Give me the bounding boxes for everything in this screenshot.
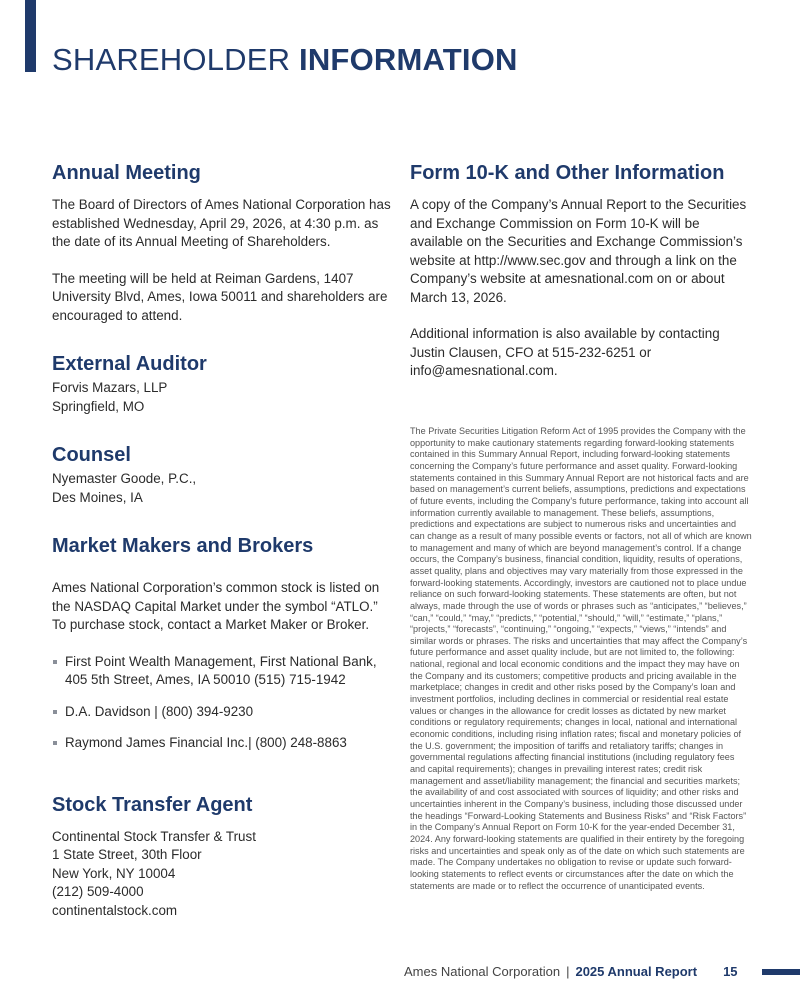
transfer-agent-street: 1 State Street, 30th Floor — [52, 847, 202, 862]
broker-item-first-point: First Point Wealth Management, First National Bank, 405 5th Street, Ames, IA 50010 (515) 715-1942 — [52, 653, 392, 690]
page-footer — [404, 962, 738, 982]
stock-transfer-agent-address — [52, 828, 392, 921]
counsel-city: Des Moines, IA — [52, 489, 143, 505]
external-auditor-section — [52, 349, 392, 416]
counsel-name: Nyemaster Goode, P.C., — [52, 471, 197, 486]
footer-report-title: 2025 Annual Report — [575, 964, 698, 979]
annual-meeting-section — [52, 158, 392, 325]
market-makers-intro: Ames National Corporation’s common stock is listed on the NASDAQ Capital Market under the symbol “ATLO.” To purchase stock, contact a Market Maker or Broker. — [52, 580, 380, 632]
annual-meeting-paragraph-2: The meeting will be held at Reiman Gardens, 1407 University Blvd, Ames, Iowa 50011 and shareholders are encouraged to attend. — [52, 270, 388, 323]
broker-item-da-davidson: D.A. Davidson | (800) 394-9230 — [52, 703, 392, 722]
annual-meeting-paragraph-1: The Board of Directors of Ames National Corporation has established Wednesday, April 29, 2026, at 4:30 p.m. as the date of its Annual Meeting of Shareholders. — [52, 197, 391, 249]
annual-meeting-heading: Annual Meeting — [52, 162, 201, 184]
stock-transfer-agent-heading: Stock Transfer Agent — [52, 793, 253, 816]
external-auditor-city: Springfield, MO — [52, 398, 145, 414]
broker-item-raymond-james: Raymond James Financial Inc.| (800) 248-8863 — [52, 734, 392, 753]
footer-company: Ames National Corporation — [404, 964, 561, 979]
form-10k-heading: Form 10-K and Other Information — [410, 162, 725, 184]
form-10k-paragraph-1: A copy of the Company’s Annual Report to the Securities and Exchange Commission on Form 10-K will be available on the Securities and Exchange Commission’s website at http://www.sec.gov and through a link on the Company’s website at amesnational.com on or about March 13, 2026. — [410, 197, 747, 305]
form-10k-paragraph-2: Additional information is also available by contacting Justin Clausen, CFO at 515-232-6251 or info@amesnational.com. — [410, 326, 720, 378]
counsel-address — [52, 470, 392, 507]
footer-separator: | — [566, 964, 570, 979]
transfer-agent-city: New York, NY 10004 — [52, 865, 176, 881]
transfer-agent-name: Continental Stock Transfer & Trust — [52, 828, 256, 844]
footer-accent-bar — [762, 969, 800, 975]
forward-looking-disclaimer: The Private Securities Litigation Reform Act of 1995 provides the Company with the opportunity to make cautionary statements regarding forward-looking statements contained in this Summary Annual Report, including forward-looking statements concerning the Company’s future performance and asset quality. Forward-looking statements contained in this Summary Annual Report are not historical facts and are based on management’s current beliefs, assumptions, predictions and expectations of future events, including the Company’s future performance, taking into account all information currently available to management. These beliefs, assumptions, predictions and expectations are subject to numerous risks and uncertainties and can change as a result of many possible events or factors, not all of which are known to management and many of which are beyond management’s control. If a change occurs, the Company’s business, financial condition, liquidity, results of operations, asset quality, plans and objectives may vary materially from those expressed in the forward-looking statements. Accordingly, investors are cautioned not to place undue reliance on such forward-looking statements. These statements are often, but not always, made through the use of words or phrases such as “anticipates,” “believes,” “can,” “could,” “may,” “predicts,” “potential,” “should,” “will,” “estimate,” “plans,” “projects,” “forecasts”, “continuing,” “ongoing,” “expects,” “views,” “intends” and similar words or phrases. The risks and uncertainties that may affect the Company’s future performance and asset quality include, but are not limited to, the following: national, regional and local economic conditions and the impact they may have on the Company and its customers; competitive products and pricing available in the marketplace; changes in credit and other risks posed by the Company’s loan and investment portfolios, including declines in commercial or residential real estate values or changes in the allowance for credit losses as dictated by new market conditions or regulatory requirements; changes in local, national and international economic conditions, including rising inflation rates; fiscal and monetary policies of the U.S. government; the imposition of tariffs and retaliatory tariffs; changes in governmental regulations affecting financial institutions (including regulatory fees and capital requirements); changes in prevailing interest rates; credit risk management and asset/liability management; the financial and securities markets; the availability of and cost associated with sources of liquidity; and other risks and uncertainties inherent in the Company’s business, including those discussed under the headings “Forward-Looking Statements and Business Risks” and “Risk Factors” in the Company’s Annual Report on Form 10-K for the year-ended December 31, 2024. Any forward-looking statements are qualified in their entirety by the foregoing risks and uncertainties and speak only as of the date on which such statements are made. The Company undertakes no obligation to revise or update such forward-looking statements to reflect events or circumstances after the date on which the statements are made or to reflect the occurrence of unanticipated events. — [410, 426, 752, 891]
broker-list — [52, 653, 392, 753]
transfer-agent-website: continentalstock.com — [52, 902, 178, 918]
external-auditor-address — [52, 379, 392, 416]
external-auditor-heading: External Auditor — [52, 353, 207, 375]
counsel-section — [52, 440, 392, 507]
right-column — [410, 158, 752, 381]
external-auditor-name: Forvis Mazars, LLP — [52, 380, 168, 395]
transfer-agent-phone: (212) 509-4000 — [52, 884, 144, 899]
page-title — [52, 40, 518, 80]
counsel-heading: Counsel — [52, 444, 131, 466]
page-title-light: SHAREHOLDER — [52, 42, 291, 77]
market-makers-heading: Market Makers and Brokers — [52, 535, 314, 557]
page-number: 15 — [723, 964, 738, 979]
market-makers-section — [52, 531, 392, 753]
header-accent-bar — [25, 0, 36, 72]
stock-transfer-agent-section — [52, 790, 392, 921]
left-column — [52, 158, 392, 920]
page-title-bold: INFORMATION — [299, 42, 518, 77]
form-10k-section — [410, 158, 752, 381]
